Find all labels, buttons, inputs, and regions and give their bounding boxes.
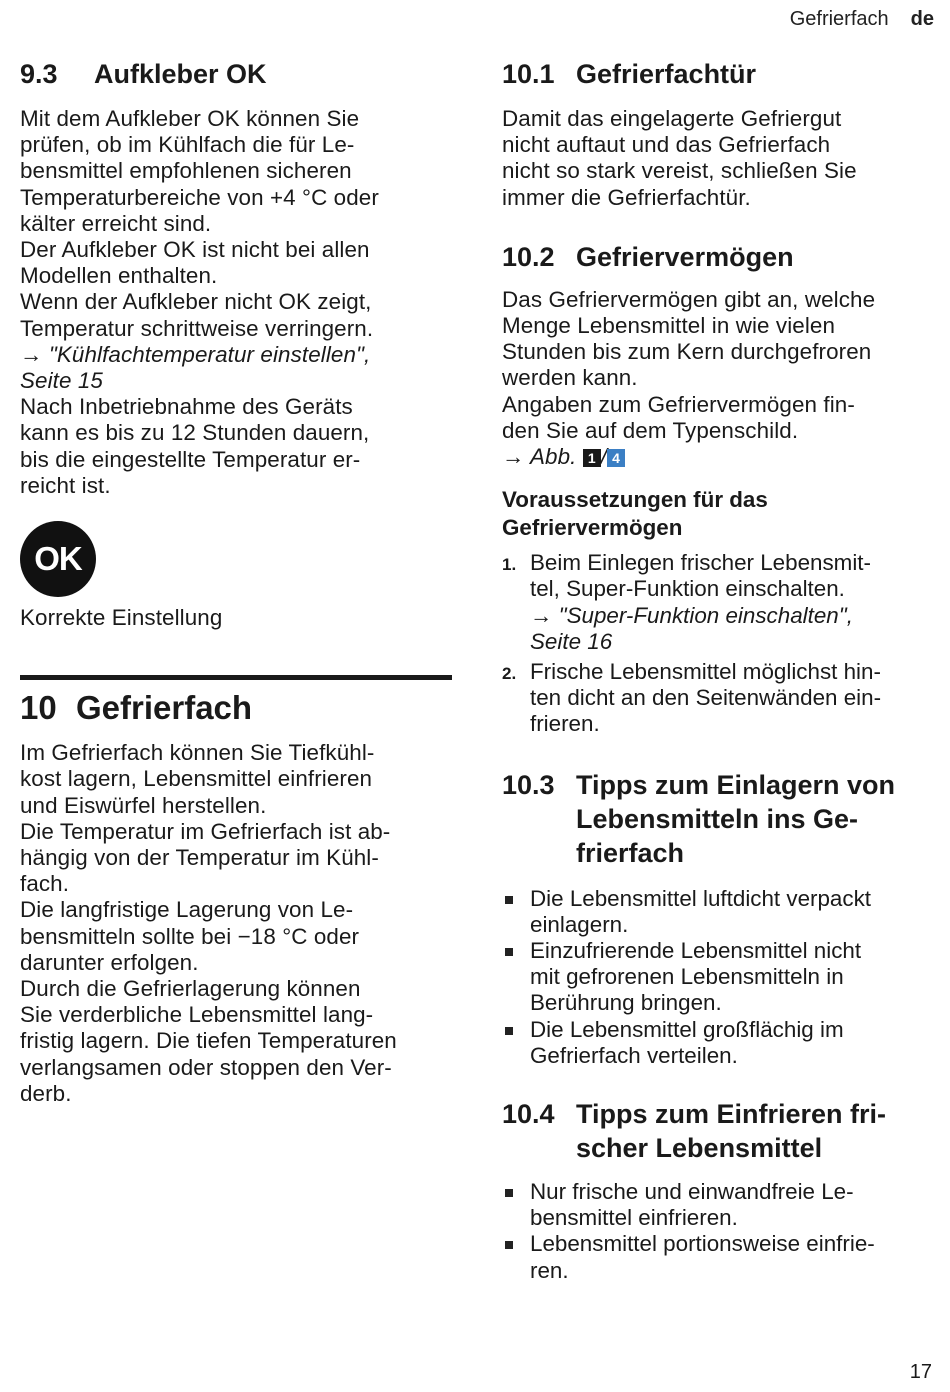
chapter-10-body xyxy=(20,740,452,1107)
text-line: fach. xyxy=(20,871,70,897)
cross-reference-page[interactable]: Seite 15 xyxy=(20,368,103,394)
subheading-line: Voraussetzungen für das xyxy=(502,487,768,513)
section-number: 9.3 xyxy=(20,59,58,89)
cross-reference-link[interactable] xyxy=(530,603,932,629)
text-line: Die Lebensmittel luftdicht verpackt xyxy=(530,885,871,911)
text-line: Im Gefrierfach können Sie Tiefkühl- xyxy=(20,740,375,766)
section-number: 10.2 xyxy=(502,241,555,272)
bullet-square-icon xyxy=(502,1017,530,1069)
cross-reference-link[interactable] xyxy=(20,342,452,368)
freezing-tips-list xyxy=(502,1179,932,1284)
chapter-title: Gefrierfach xyxy=(76,689,253,727)
text-line: darunter erfolgen. xyxy=(20,949,199,975)
text-line: kann es bis zu 12 Stunden dauern, xyxy=(20,420,370,446)
bullet-square-icon xyxy=(502,1179,530,1231)
text-line: prüfen, ob im Kühlfach die für Le- xyxy=(20,132,355,158)
text-line: bis die eingestellte Temperatur er- xyxy=(20,446,361,472)
text-line: nicht auftaut und das Gefrierfach xyxy=(502,132,831,158)
ok-caption: Korrekte Einstellung xyxy=(20,605,223,631)
arrow-right-icon: → xyxy=(502,444,525,470)
text-line: Die Temperatur im Gefrierfach ist ab- xyxy=(20,818,391,844)
text-line: Nach Inbetriebnahme des Geräts xyxy=(20,394,353,420)
text-line: Temperaturbereiche von +4 °C oder xyxy=(20,184,379,210)
text-line: Der Aufkleber OK ist nicht bei allen xyxy=(20,237,370,263)
arrow-right-icon: → xyxy=(20,341,43,367)
text-line: Die langfristige Lagerung von Le- xyxy=(20,897,354,923)
section-10-4-heading xyxy=(502,1097,932,1165)
list-item xyxy=(502,659,932,738)
bullet-square-icon xyxy=(502,1231,530,1283)
text-line: fristig lagern. Die tiefen Temperaturen xyxy=(20,1028,397,1054)
section-title-line: scher Lebensmittel xyxy=(576,1133,823,1164)
step-number: 2. xyxy=(502,664,517,684)
text-line: Mit dem Aufkleber OK können Sie xyxy=(20,106,360,131)
text-line: bensmitteln sollte bei −18 °C oder xyxy=(20,923,360,949)
text-line: derb. xyxy=(20,1080,72,1106)
chapter-number: 10 xyxy=(20,689,57,727)
xref-text: "Kühlfachtemperatur einstellen", xyxy=(48,341,371,367)
text-line: mit gefrorenen Lebensmitteln in xyxy=(530,964,844,990)
text-line: ren. xyxy=(530,1257,569,1283)
section-title-line: Tipps zum Einfrieren fri- xyxy=(576,1099,887,1130)
figure-badge-4: 4 xyxy=(607,449,625,467)
text-line: Beim Einlegen frischer Lebensmit- xyxy=(530,550,871,576)
text-line: Die Lebensmittel großflächig im xyxy=(530,1016,844,1042)
text-line: Berührung bringen. xyxy=(530,990,722,1016)
text-line: verlangsamen oder stoppen den Ver- xyxy=(20,1054,392,1080)
text-line: Nur frische und einwandfreie Le- xyxy=(530,1179,854,1205)
section-10-2-body xyxy=(502,287,932,470)
prerequisites-subheading xyxy=(502,486,932,542)
section-title-line: Tipps zum Einlagern von xyxy=(576,769,896,800)
bullet-square-icon xyxy=(502,886,530,938)
storage-tips-list xyxy=(502,886,932,1069)
list-item xyxy=(502,550,932,655)
section-number: 10.1 xyxy=(502,59,555,89)
chapter-10-heading xyxy=(20,688,452,728)
list-item xyxy=(502,1231,932,1283)
text-line: kälter erreicht sind. xyxy=(20,210,212,236)
section-10-3-heading xyxy=(502,768,932,870)
ok-sticker-icon: OK xyxy=(20,521,96,597)
text-line: Frische Lebensmittel möglichst hin- xyxy=(530,659,881,685)
text-line: Wenn der Aufkleber nicht OK zeigt, xyxy=(20,289,372,315)
section-title: Gefriervermögen xyxy=(576,241,794,272)
section-title-line: frierfach xyxy=(576,837,685,868)
figure-badge-1: 1 xyxy=(583,449,601,467)
text-line: Das Gefriervermögen gibt an, welche xyxy=(502,286,876,312)
text-line: Stunden bis zum Kern durchgefroren xyxy=(502,339,872,365)
arrow-right-icon: → xyxy=(530,602,553,628)
subheading-line: Gefriervermögen xyxy=(502,515,683,541)
text-line: den Sie auf dem Typenschild. xyxy=(502,417,799,443)
section-title-line: Lebensmitteln ins Ge- xyxy=(576,803,859,834)
text-line: Einzufrierende Lebensmittel nicht xyxy=(530,938,862,964)
text-line: nicht so stark vereist, schließen Sie xyxy=(502,158,857,184)
text-line: immer die Gefrierfachtür. xyxy=(502,184,751,210)
list-item xyxy=(502,938,932,1017)
text-line: Sie verderbliche Lebensmittel lang- xyxy=(20,1002,374,1028)
list-item xyxy=(502,1179,932,1231)
section-number: 10.3 xyxy=(502,769,555,800)
page-number: 17 xyxy=(909,1361,932,1383)
xref-text: "Super-Funktion einschalten", xyxy=(558,602,853,628)
bullet-square-icon xyxy=(502,938,530,1017)
section-title: Aufkleber OK xyxy=(94,59,267,89)
text-line: Modellen enthalten. xyxy=(20,263,218,289)
text-line: hängig von der Temperatur im Kühl- xyxy=(20,845,379,871)
section-9-3-body xyxy=(20,106,452,499)
text-line: bensmittel einfrieren. xyxy=(530,1205,738,1231)
figure-reference-link[interactable] xyxy=(502,444,932,470)
figure-label: Abb. xyxy=(530,444,577,470)
steps-list xyxy=(502,550,932,737)
text-line: Durch die Gefrierlagerung können xyxy=(20,976,361,1002)
list-item xyxy=(502,886,932,938)
section-10-1-heading xyxy=(502,58,932,90)
header-section-title: Gefrierfach xyxy=(789,8,889,30)
step-number: 1. xyxy=(502,555,517,575)
text-line: reicht ist. xyxy=(20,472,111,498)
cross-reference-page[interactable]: Seite 16 xyxy=(530,628,613,654)
text-line: Temperatur schrittweise verringern. xyxy=(20,315,374,341)
text-line: bensmittel empfohlenen sicheren xyxy=(20,158,352,184)
text-line: Menge Lebensmittel in wie vielen xyxy=(502,313,836,339)
header-language-code: de xyxy=(910,8,934,30)
section-10-1-body xyxy=(502,106,932,211)
chapter-divider xyxy=(20,675,452,680)
text-line: tel, Super-Funktion einschalten. xyxy=(530,576,845,602)
section-number: 10.4 xyxy=(502,1099,555,1130)
left-column xyxy=(20,58,452,1107)
text-line: werden kann. xyxy=(502,365,638,391)
figure-separator: / xyxy=(600,444,608,470)
list-item xyxy=(502,1017,932,1069)
section-9-3-heading xyxy=(20,58,452,90)
text-line: einlagern. xyxy=(530,911,629,937)
text-line: Gefrierfach verteilen. xyxy=(530,1042,738,1068)
text-line: Damit das eingelagerte Gefriergut xyxy=(502,106,842,131)
text-line: und Eiswürfel herstellen. xyxy=(20,792,267,818)
text-line: Angaben zum Gefriervermögen fin- xyxy=(502,391,855,417)
right-column xyxy=(502,58,932,1284)
text-line: frieren. xyxy=(530,711,600,737)
text-line: Lebensmittel portionsweise einfrie- xyxy=(530,1231,875,1257)
section-10-2-heading xyxy=(502,241,932,273)
text-line: kost lagern, Lebensmittel einfrieren xyxy=(20,766,373,792)
text-line: ten dicht an den Seitenwänden ein- xyxy=(530,685,882,711)
section-title: Gefrierfachtür xyxy=(576,59,757,89)
running-header xyxy=(790,8,934,31)
